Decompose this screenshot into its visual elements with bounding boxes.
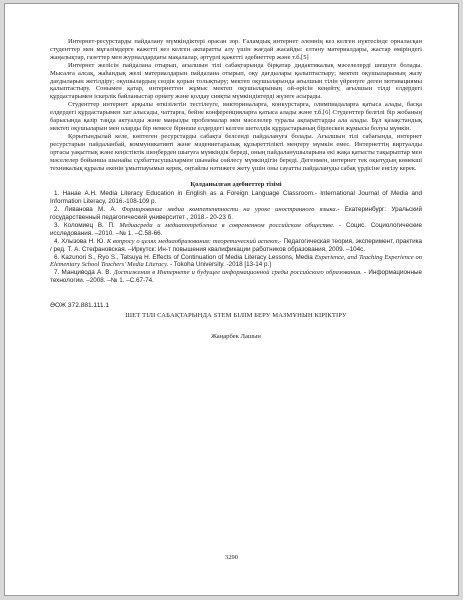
reference-title: Медиасреда и медиапотребление в современном российском обществе. xyxy=(119,221,335,229)
references-list xyxy=(50,190,422,285)
author-name: Жаңарбек Лашын xyxy=(211,333,261,340)
reference-item-1 xyxy=(50,190,422,206)
body-paragraph-4: Қорытындылай келе, көптеген ресурстарды сабақта белсенді пайдалануға болады. Ағылшын тілі сабағында, интернет ресурстарын пайдаланбай, коммуникативті және мәдениетаралық құзыреттілікті меңгеру мүмкін емес. Интернеттің виртуалды ортасы уақыттық және кеңістіктік шеңберден шығуға мүмкіндік береді, оның пайдаланушыларына екі жақа қатысты тақырыптар мен мәселелер бойынша шынайы сұхбаттасушылармен шынайы сөйлесу мүмкіндігін береді. Дегенмен, интернет тек оқытудың көмекші техникалық құралы екенін ұмытпауымыз керек, оңтайлы нәтижеге жету үшін оны сауатты пайдалануды сабақ үрдісіне енгізу керек. xyxy=(50,132,422,172)
reference-author: 2. Ливанова М. А. xyxy=(54,206,122,214)
reference-text: 1. Нанае А.Н. Media Literacy Education in English as a Foreign Language Classroom.- International Journal of Media and Information Literacy, 2016.-108-109 р. xyxy=(50,190,422,206)
reference-title: К вопросу о целях медиаобразования: теоретический аспект.- xyxy=(106,237,282,245)
udk-code: ӘОЖ 372.881.111.1 xyxy=(50,302,110,310)
reference-source: - Екатеринбург: Уральский государственный педагогический университет , 2018.- 20-23 б. xyxy=(50,206,422,222)
document-page xyxy=(4,3,459,596)
article-title: ШЕТ ТІЛІ САБАҚТАРЫНДА STEM БІЛІМ БЕРУ МАЗМҰНЫН КІРІКТІРУ xyxy=(125,312,347,320)
reference-author: 6. Kazunori S., Ryo S., Tatsuya H. Effects of Continuation of Media Literacy Lessons, Media xyxy=(54,253,315,261)
reference-author: 4. Хлызова Н. Ю. xyxy=(54,237,107,245)
body-paragraph-3: Студенттер интернет арқылы өткізілетін тестілеуге, викториналарға, конкурстарға, олимпиадаларға қатыса алады, басқа елдердегі құрдастарымен хат алысады, чаттарға, бейне конференцияларға қатыса алады және т.б.[6] Студенттер белгілі бір жобаның барысында қазір таңда актуалды және маңызды проблемалар мен мәселелер туралы ақпараттарды ала алады. Бұл қазақстандық мектеп оқушыларын мен оларды бір немесе бірнеше елдердегі келген шетелдік құрдастарының бірлескен жұмысы болуы мүмкін. xyxy=(50,101,422,132)
reference-author: 7. Манцивода А. В. xyxy=(54,269,114,277)
reference-item-3 xyxy=(50,222,422,238)
reference-item-6 xyxy=(50,254,422,270)
reference-title: Формирование медиа компетентности на уроке иностранного языка. xyxy=(121,206,338,214)
references-heading: Қолданылған әдебиеттер тізімі xyxy=(190,181,282,189)
reference-source: - Информационные технологии. –2008. –№ 1. –С.67-74. xyxy=(50,269,422,285)
reference-item-2 xyxy=(50,206,422,222)
body-paragraph-1: Интернет-ресурстарды пайдалану мүмкіндіктері орасан зор. Ғаламдық интернет әлемнің кез келген нүктесінде орналасқан студенттер мен мұғалімдерге кажетті кез келген акпаратты алу үшін жағдай жасайды: елтану материалдары, жастар өміріндегі жаңалықтар, газеттер мен журналдардағы мақалалар, әртүрлі қажетті әдебиеттер және т.б.[5] xyxy=(50,38,422,61)
reference-title: Experience, and Teaching Experience on Elementary School Teachers' Media Literacy. xyxy=(50,253,423,269)
reference-author: 3. Коломиец В. П. xyxy=(54,221,120,229)
body-paragraph-2: Интернет желісін пайдалана отырып, ағылшын тілі сабақтарында бірқатар дидактикалық мәселелерді шешуге болады. Мысалға алсақ, жаһандық желі материалдарын пайдалана отырып, оқу дағдылары қалыптастыру; мектеп оқушыларының жазу дағдыларын жетілдіру; оқушылардың сөздік қорын толықтыру; мектеп оқушыларында ағылшын тілін үйренуге деген мотивациямы қалыптастыру. Сонымен қатар, интернеттен жұмыс мектеп оқушыларының ой-өрісін кеңейту, ағылшын тілді елдердегі құрдастарымен іскерлік байланыстар орнату және қолдау сияқты мүмкіндіктерді жүзеге асырады. xyxy=(50,61,422,101)
reference-source: - Tokoha University. -2018 [13-14 р.] xyxy=(168,261,271,269)
reference-item-7 xyxy=(50,269,422,285)
reference-source: Педагогическая теория, эксперимент, практика / ред. Т. А. Стефановская. –Иркутск: Ин-т повышения квалификации работников образования, 2009. –104с. xyxy=(50,237,422,253)
reference-source: - Социс. Социологические исследования. –2010. –№ 1. –С.58-66. xyxy=(50,221,422,237)
page-number: 3290 xyxy=(225,554,238,561)
reference-title: Достижения в Интернете и будущее информационной среды российского образования. xyxy=(113,269,362,277)
reference-item-4 xyxy=(50,238,422,254)
page-content xyxy=(50,38,422,341)
